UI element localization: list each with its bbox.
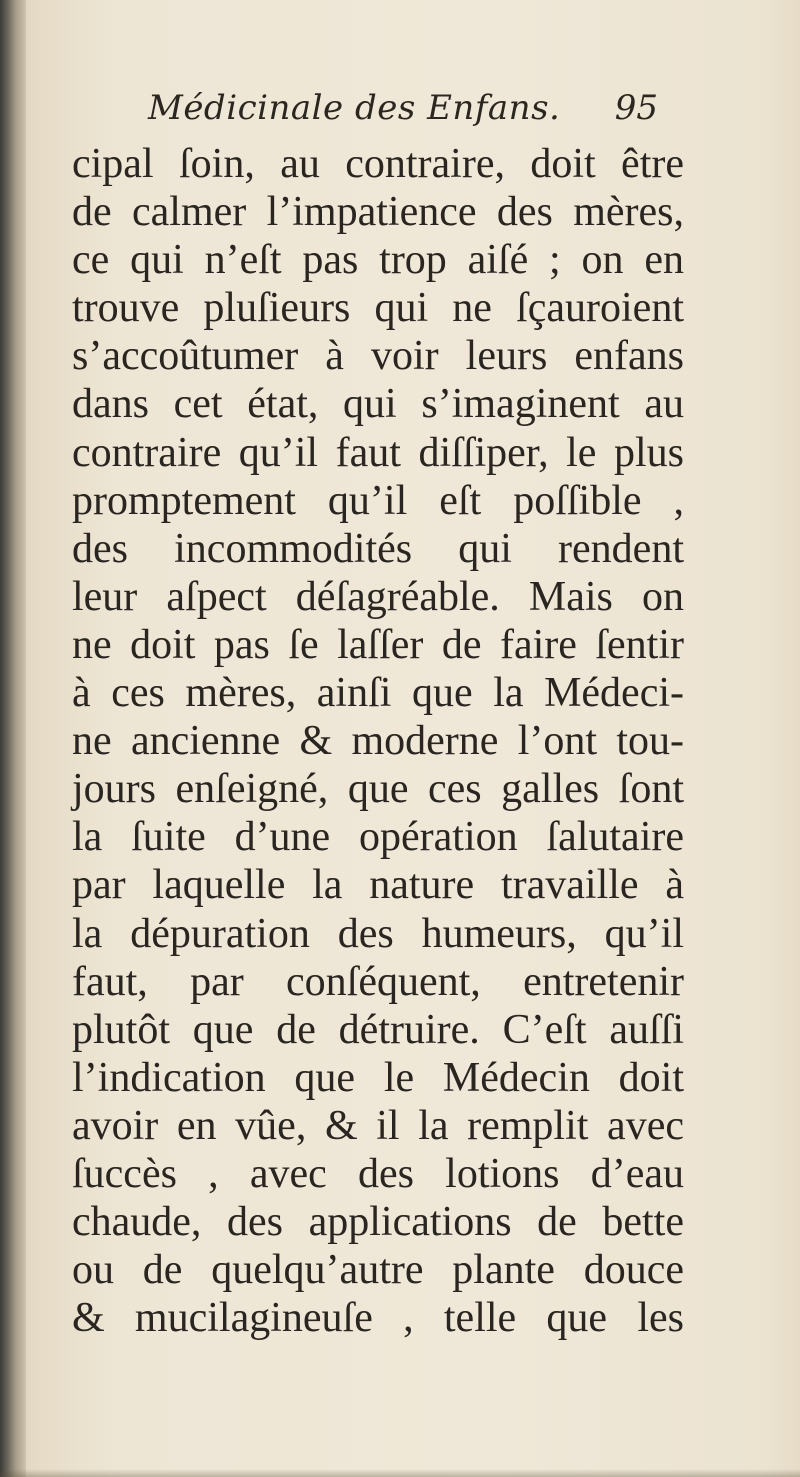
text-line: de calmer l’impatience des mères, [72, 189, 684, 236]
text-line: faut, par conſéquent, entretenir [72, 958, 684, 1005]
text-line: dans cet état, qui s’imaginent au [72, 381, 684, 428]
text-line: ſuccès , avec des lotions d’eau [72, 1150, 684, 1197]
body-text [72, 140, 684, 1342]
text-line: des incommodités qui rendent [72, 525, 684, 572]
text-line: & mucilagineuſe , telle que les [72, 1295, 684, 1342]
text-line: plutôt que de détruire. C’eſt auſſi [72, 1006, 684, 1053]
text-line: la ſuite d’une opération ſalutaire [72, 814, 684, 861]
text-line: l’indication que le Médecin doit [72, 1054, 684, 1101]
running-head: Médicinale des Enfans. [148, 88, 561, 128]
page-bottom-edge [0, 1469, 800, 1477]
text-line: par laquelle la nature travaille à [72, 862, 684, 909]
page-header [148, 88, 658, 140]
text-line: trouve pluſieurs qui ne ſçauroient [72, 285, 684, 332]
text-line: s’accoûtumer à voir leurs enfans [72, 333, 684, 380]
text-line: à ces mères, ainſi que la Médeci- [72, 670, 684, 717]
page-number: 95 [614, 88, 658, 128]
text-line: ne ancienne & moderne l’ont tou- [72, 718, 684, 765]
text-line: ne doit pas ſe laſſer de faire ſentir [72, 621, 684, 668]
text-line: promptement qu’il eſt poſſible , [72, 477, 684, 524]
text-line: ou de quelqu’autre plante douce [72, 1247, 684, 1294]
text-line: chaude, des applications de bette [72, 1199, 684, 1246]
text-line: leur aſpect déſagréable. Mais on [72, 573, 684, 620]
text-line: contraire qu’il faut diſſiper, le plus [72, 429, 684, 476]
text-line: ce qui n’eſt pas trop aiſé ; on en [72, 237, 684, 284]
text-line: avoir en vûe, & il la remplit avec [72, 1102, 684, 1149]
text-line: cipal ſoin, au contraire, doit être [72, 141, 684, 187]
text-line: jours enſeigné, que ces galles ſont [72, 766, 684, 813]
book-binding-edge [0, 0, 26, 1477]
text-line: la dépuration des humeurs, qu’il [72, 910, 684, 957]
